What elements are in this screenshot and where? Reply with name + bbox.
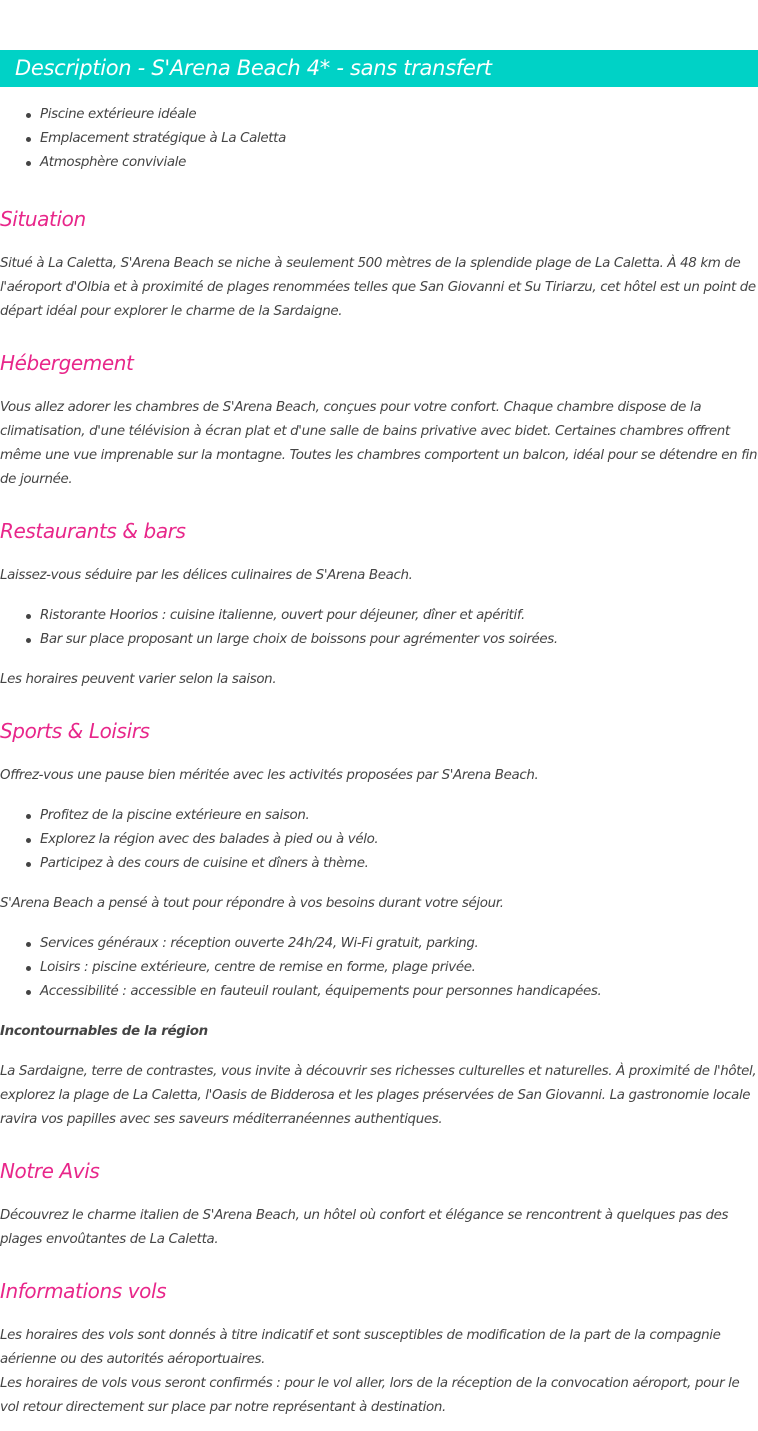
banner-title: Description - S'Arena Beach 4* - sans transfert	[15, 56, 492, 80]
list-item: Ristorante Hoorios : cuisine italienne, ouvert pour déjeuner, dîner et apéritif.	[0, 604, 758, 628]
sports-section	[0, 717, 758, 1132]
list-item: Bar sur place proposant un large choix de boissons pour agrémenter vos soirées.	[0, 628, 758, 652]
vols-text-1: Les horaires des vols sont donnés à titre indicatif et sont susceptibles de modification de la part de la compagnie aérienne ou des autorités aéroportuaires.	[0, 1328, 721, 1367]
avis-text: Découvrez le charme italien de S'Arena Beach, un hôtel où confort et élégance se rencontrent à quelques pas des plages envoûtantes de La Caletta.	[0, 1208, 729, 1247]
section-title-avis: Notre Avis	[0, 1159, 100, 1183]
section-title-sports: Sports & Loisirs	[0, 719, 150, 743]
situation-section	[0, 205, 758, 324]
list-item: Piscine extérieure idéale	[0, 103, 758, 127]
region-title: Incontournables de la région	[0, 1024, 208, 1039]
restaurants-intro: Laissez-vous séduire par les délices culinaires de S'Arena Beach.	[0, 568, 413, 583]
hebergement-section	[0, 349, 758, 492]
section-title-hebergement: Hébergement	[0, 351, 134, 375]
services-intro: S'Arena Beach a pensé à tout pour répondre à vos besoins durant votre séjour.	[0, 896, 504, 911]
avis-section	[0, 1157, 758, 1252]
highlights-list-block	[0, 103, 758, 175]
restaurants-list	[0, 604, 758, 652]
sports-list	[0, 804, 758, 876]
situation-text: Situé à La Caletta, S'Arena Beach se niche à seulement 500 mètres de la splendide plage de La Caletta. À 48 km de l'aéroport d'Olbia et à proximité de plages renommées telles que San Giovanni et Su Tiriarzu, cet hôtel est un point de départ idéal pour explorer le charme de la Sardaigne.	[0, 256, 756, 319]
restaurants-note: Les horaires peuvent varier selon la saison.	[0, 672, 277, 687]
list-item: Explorez la région avec des balades à pied ou à vélo.	[0, 828, 758, 852]
section-title-vols: Informations vols	[0, 1279, 167, 1303]
description-banner	[0, 50, 758, 87]
section-title-situation: Situation	[0, 207, 86, 231]
section-title-restaurants: Restaurants & bars	[0, 519, 186, 543]
list-item: Participez à des cours de cuisine et dîners à thème.	[0, 852, 758, 876]
list-item: Atmosphère conviviale	[0, 151, 758, 175]
hebergement-text: Vous allez adorer les chambres de S'Arena Beach, conçues pour votre confort. Chaque chambre dispose de la climatisation, d'une télévision à écran plat et d'une salle de bains privative avec bidet. Certaines chambres offrent même une vue imprenable sur la montagne. Toutes les chambres comportent un balcon, idéal pour se détendre en fin de journée.	[0, 400, 758, 487]
region-text: La Sardaigne, terre de contrastes, vous invite à découvrir ses richesses culturelles et naturelles. À proximité de l'hôtel, explorez la plage de La Caletta, l'Oasis de Bidderosa et les plages préservées de San Giovanni. La gastronomie locale ravira vos papilles avec ses saveurs méditerranéennes authentiques.	[0, 1064, 757, 1127]
list-item: Loisirs : piscine extérieure, centre de remise en forme, plage privée.	[0, 956, 758, 980]
list-item: Profitez de la piscine extérieure en saison.	[0, 804, 758, 828]
list-item: Accessibilité : accessible en fauteuil roulant, équipements pour personnes handicapées.	[0, 980, 758, 1004]
list-item: Emplacement stratégique à La Caletta	[0, 127, 758, 151]
highlights-list	[0, 103, 758, 175]
list-item: Services généraux : réception ouverte 24h/24, Wi-Fi gratuit, parking.	[0, 932, 758, 956]
restaurants-section	[0, 517, 758, 692]
vols-text-2: Les horaires de vols vous seront confirmés : pour le vol aller, lors de la réception de la convocation aéroport, pour le vol retour directement sur place par notre représentant à destination.	[0, 1376, 740, 1415]
vols-section	[0, 1277, 758, 1420]
services-list	[0, 932, 758, 1004]
sports-intro: Offrez-vous une pause bien méritée avec les activités proposées par S'Arena Beach.	[0, 768, 539, 783]
